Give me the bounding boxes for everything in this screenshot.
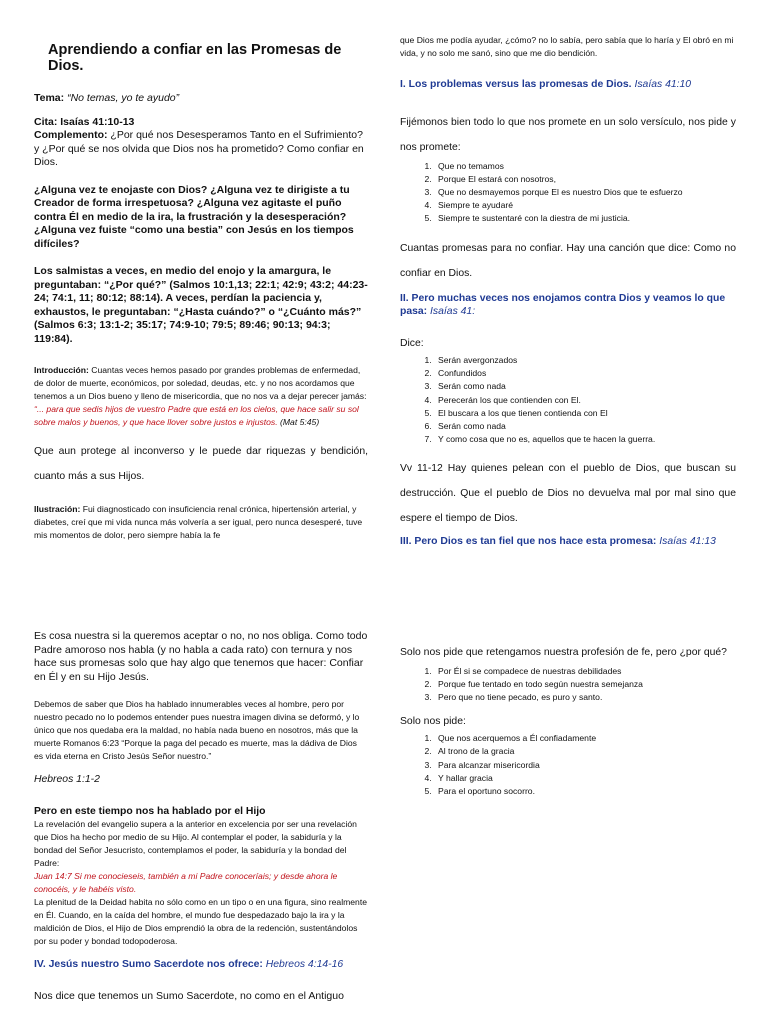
retengamos-paragraph: Solo nos pide que retengamos nuestra profesión de fe, pero ¿por qué? [400, 647, 727, 658]
debemos-paragraph: Debemos de saber que Dios ha hablado innumerables veces al hombre, pero por nuestro pecado no lo podemos entender pues nuestra imagen divina se deformó, y lo único que nos quedaba era la maldad, no había nada bueno en nosotros, más que la muerte Romanos 6:23 “Porque la paga del pecado es muerte, mas la dádiva de Dios es vida eterna en Cristo Jesús Señor nuestro.” [34, 699, 360, 761]
hijo-heading: Pero en este tiempo nos ha hablado por el Hijo [34, 805, 266, 817]
complemento-line: Complemento: ¿Por qué nos Desesperamos Tanto en el Sufrimiento? y ¿Por qué se nos olvida que Dios nos ha prometido? Como confiar en Dios. [34, 129, 364, 168]
tema-text: “No temas, yo te ayudo” [67, 92, 180, 104]
dice-list [400, 354, 736, 446]
list-item: 1. Serán avergonzados [434, 354, 736, 367]
list-item: 1. Por Él si se compadece de nuestras debilidades [434, 665, 736, 678]
list-item: 2. Porque fue tentado en todo según nuestra semejanza [434, 678, 736, 691]
intro-paragraph: Introducción: Cuantas veces hemos pasado por grandes problemas de enfermedad, de dolor de muerte, económicos, por soledad, deudas, etc. y no nos acordamos que tenemos a un Dios bueno y lleno de misericordia, que no nos va a dejar perecer jamás: [34, 365, 367, 401]
list-item: 2. Porque El estará con nosotros, [434, 173, 736, 186]
list-item: 1. Que nos acerquemos a Él confiadamente [434, 732, 736, 745]
pide-label: Solo nos pide: [400, 715, 466, 727]
porque-list [400, 665, 736, 705]
section-heading-2: II. Pero muchas veces nos enojamos contra Dios y veamos lo que pasa: Isaías 41: [400, 292, 726, 318]
list-item: 7. Y como cosa que no es, aquellos que te hacen la guerra. [434, 433, 736, 446]
column-bottom-right [400, 640, 736, 798]
aun-paragraph: Que aun protege al inconverso y le puede dar riquezas y bendición, cuanto más a sus Hijos. [34, 446, 368, 482]
juan-quote: Juan 14:7 Si me conocieseis, también a mi Padre conoceríais; y desde ahora le conocéis, y le habéis visto. [34, 871, 338, 894]
salmistas-paragraph: Los salmistas a veces, en medio del enojo y la amargura, le preguntaban: “¿Por qué?” (Salmos 10:1,13; 22:1; 42:9; 43:2; 44:23-24; 74:1, 11; 80:12; 88:14). A veces, perdían la paciencia y, exhaustos, le preguntaban: “¿Hasta cuándo?” o “¿Cuánto más?” (Salmos 6:3; 13:1-2; 35:17; 74:9-10; 79:5; 89:46; 90:13; 94:3; 119:84). [34, 265, 368, 345]
ilustracion-paragraph: Ilustración: Fui diagnosticado con insuficiencia renal crónica, hipertensión arterial, y diabetes, creí que mi vida nunca más volvería a ser igual, pero nunca desesperé, tuve mis momentos de dolor, pero siempre había la fe [34, 504, 363, 540]
section-heading-1: I. Los problemas versus las promesas de Dios. Isaías 41:10 [400, 79, 692, 90]
list-item: 3. Que no desmayemos porque El es nuestro Dios que te esfuerzo [434, 186, 736, 199]
section-heading-4: IV. Jesús nuestro Sumo Sacerdote nos ofrece: Hebreos 4:14-16 [34, 959, 344, 970]
list-item: 4. Y hallar gracia [434, 772, 736, 785]
list-item: 2. Confundidos [434, 367, 736, 380]
list-item: 3. Para alcanzar misericordia [434, 759, 736, 772]
list-item: 3. Serán como nada [434, 380, 736, 393]
questions-paragraph: ¿Alguna vez te enojaste con Dios? ¿Alguna vez te dirigiste a tu Creador de forma irrespetuosa? ¿Alguna vez agitaste el puño contra Él en medio de la ira, la frustración y la desesperación? ¿Alguna vez fuiste “como una bestia” con Jesús en los tiempos difíciles? [34, 183, 354, 250]
list-item: 5. El buscara a los que tienen contienda con El [434, 407, 736, 420]
dice-label: Dice: [400, 337, 424, 349]
aceptar-paragraph: Es cosa nuestra si la queremos aceptar o no, no nos obliga. Como todo Padre amoroso nos habla (y no habla a cada rato) con ternura y nos hace sus promesas solo que hay algo que tenemos que hacer: Confiar en Él y en su Hijo Jesús. [34, 630, 368, 683]
cancion-paragraph: Cuantas promesas para no confiar. Hay una canción que dice: Como no confiar en Dios. [400, 242, 736, 279]
hebreos-ref: Hebreos 1:1-2 [34, 774, 100, 785]
promises-paragraph: Fijémonos bien todo lo que nos promete en un solo versículo, nos pide y nos promete: [400, 116, 736, 153]
sumo-sacerdote-paragraph: Nos dice que tenemos un Sumo Sacerdote, no como en el Antiguo [34, 989, 344, 1002]
list-item: 5. Para el oportuno socorro. [434, 785, 736, 798]
list-item: 3. Pero que no tiene pecado, es puro y santo. [434, 691, 736, 704]
cita-line: Cita: Isaías 41:10-13 [34, 115, 135, 128]
revelacion-paragraph: La revelación del evangelio supera a la anterior en excelencia por ser una revelación que Dios ha hecho por medio de su Hijo. Al contemplar el poder, la sabiduría y la bondad del Señor Jesucristo, contemplamos el poder, la sabiduría y la bondad del Padre: [34, 819, 357, 868]
promises-list [400, 160, 736, 226]
column-bottom-left [34, 630, 368, 1003]
list-item: 5. Siempre te sustentaré con la diestra de mi justicia. [434, 212, 736, 225]
tema-line: Tema: “No temas, yo te ayudo” [34, 92, 180, 104]
section-heading-3: III. Pero Dios es tan fiel que nos hace esta promesa: Isaías 41:13 [400, 536, 716, 548]
list-item: 6. Serán como nada [434, 420, 736, 433]
list-item: 4. Siempre te ayudaré [434, 199, 736, 212]
column-top-right [400, 34, 736, 549]
list-item: 2. Al trono de la gracia [434, 745, 736, 758]
list-item: 1. Que no temamos [434, 160, 736, 173]
vv-paragraph: Vv 11-12 Hay quienes pelean con el pueblo de Dios, que buscan su destrucción. Que el pueblo de Dios no devuelva mal por mal sino que espere el tiempo de Dios. [400, 463, 736, 525]
intro-quote: “... para que sedis hijos de vuestro Padre que está en los cielos, que hace salir su sol sobre malos y buenos, y que hace llover sobre justos e injustos. (Mat 5:45) [34, 404, 359, 427]
list-item: 4. Perecerán los que contienden con El. [434, 394, 736, 407]
pide-list [400, 732, 736, 798]
continuation-paragraph: que Dios me podía ayudar, ¿cómo? no lo sabía, pero sabía que lo haría y El obró en mi vida, y no solo me sanó, sino que me dio bendición. [400, 35, 734, 58]
plenitud-paragraph: La plenitud de la Deidad habita no sólo como en un tipo o en una figura, sino realmente en Él. Cuando, en la caída del hombre, el mundo fue despedazado bajo la ira y la maldición de Dios, el Hijo de Dios emprendió la obra de la redención, sustentándolos por su poder y bondad todopoderosa. [34, 897, 367, 946]
column-top-left [34, 40, 368, 542]
page-title: Aprendiendo a confiar en las Promesas de Dios. [48, 42, 342, 74]
